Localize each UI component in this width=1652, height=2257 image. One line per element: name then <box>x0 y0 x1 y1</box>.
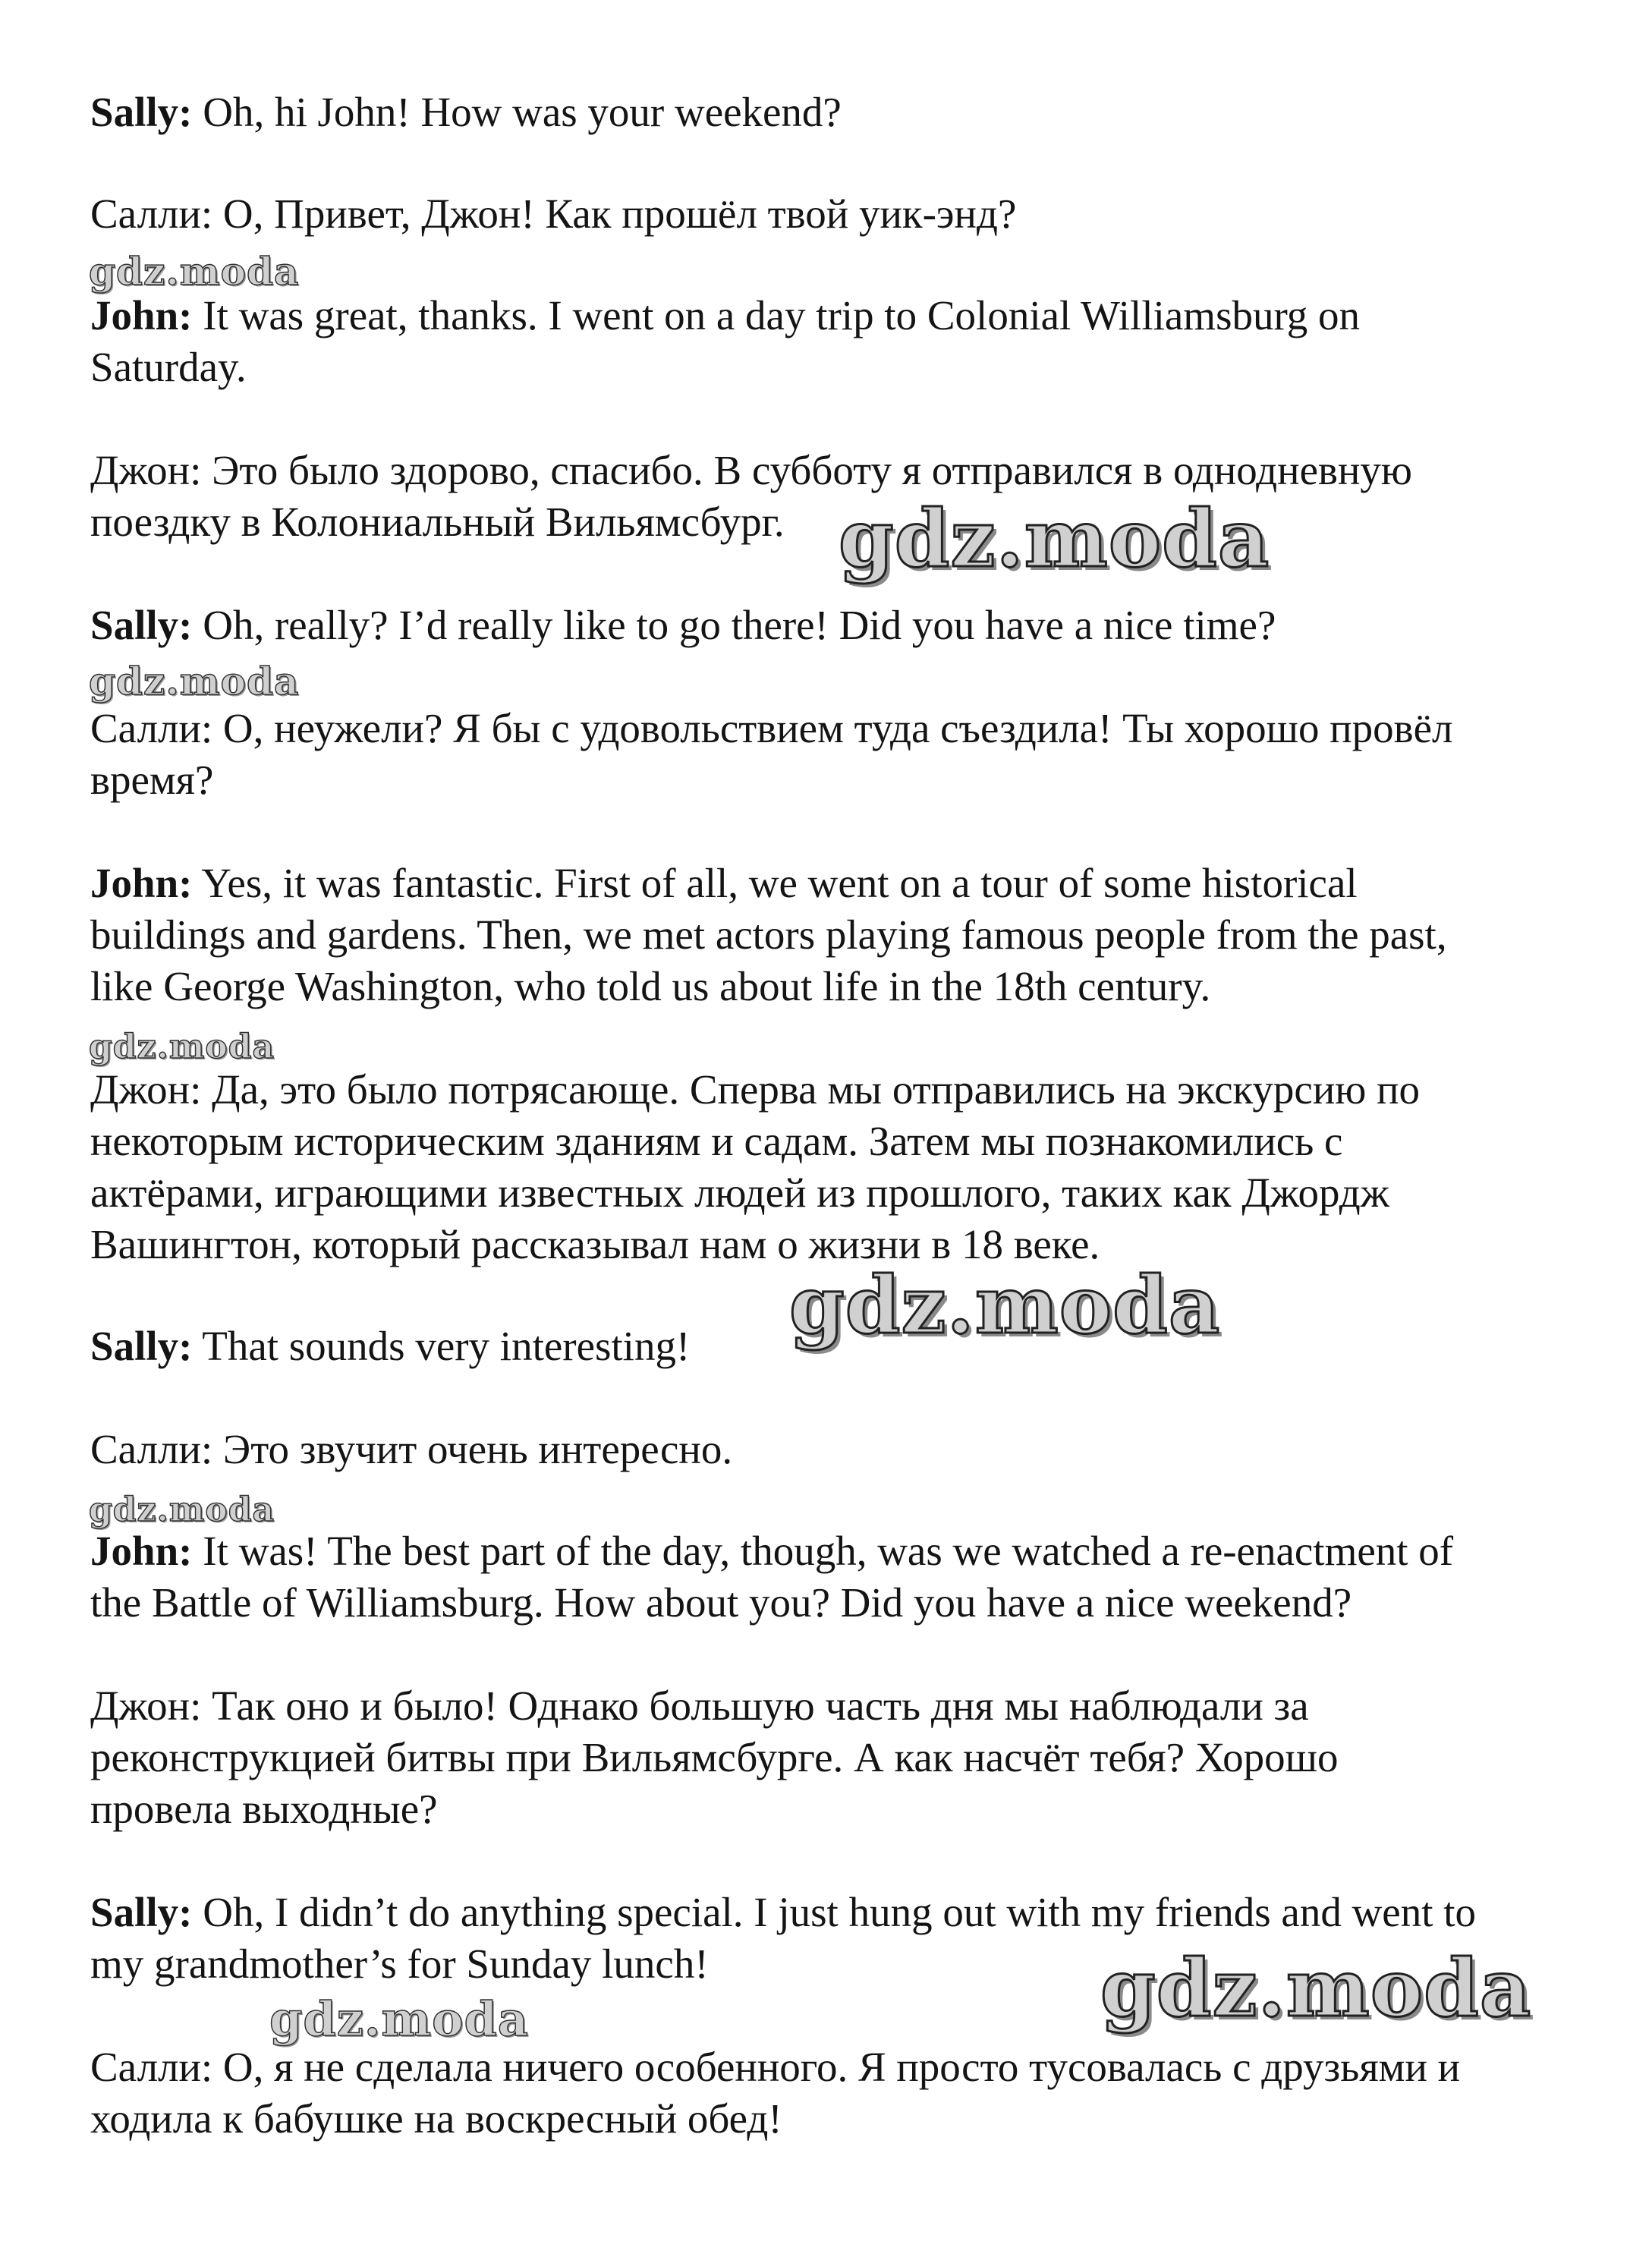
line-text: поездку в Колониальный Вильямсбург. <box>90 499 785 545</box>
dialogue-line <box>90 1321 690 1372</box>
dialogue-line <box>90 1525 1453 1577</box>
line-text: buildings and gardens. Then, we met actors playing famous people from the past, <box>90 911 1447 958</box>
line-text: Джон: Да, это было потрясающе. Сперва мы отправились на экскурсию по <box>90 1066 1421 1113</box>
watermark: gdz.moda <box>89 1028 275 1066</box>
translation-line <box>90 1680 1309 1732</box>
watermark: gdz.moda <box>89 1491 275 1529</box>
line-text: Джон: Так оно и было! Однако большую часть дня мы наблюдали за <box>90 1683 1309 1729</box>
translation-line <box>90 188 1016 240</box>
translation-line <box>90 1167 1389 1219</box>
dialogue-line <box>90 342 247 393</box>
line-text: Oh, hi John! How was your weekend? <box>192 89 842 135</box>
line-text: That sounds very interesting! <box>192 1323 691 1369</box>
watermark: gdz.moda <box>1100 1941 1532 2035</box>
line-text: Saturday. <box>90 344 247 390</box>
translation-line <box>90 1783 438 1835</box>
speaker-label: Sally: <box>90 602 193 648</box>
translation-line <box>90 1116 1342 1167</box>
line-text: Салли: О, неужели? Я бы с удовольствием туда съездила! Ты хорошо провёл <box>90 705 1453 751</box>
dialogue-line <box>90 909 1447 961</box>
dialogue-line <box>90 1938 709 1990</box>
translation-line <box>90 754 213 806</box>
translation-line <box>90 2041 1460 2093</box>
translation-line <box>90 496 785 548</box>
dialogue-line <box>90 961 1210 1012</box>
line-text: Oh, I didn’t do anything special. I just hung out with my friends and went to <box>192 1889 1477 1935</box>
dialogue-line <box>90 290 1360 342</box>
speaker-label: Sally: <box>90 1889 193 1935</box>
translation-line <box>90 1424 732 1475</box>
line-text: Oh, really? I’d really like to go there! Did you have a nice time? <box>192 602 1276 648</box>
line-text: провела выходные? <box>90 1786 438 1832</box>
speaker-label: John: <box>90 860 193 906</box>
watermark: gdz.moda <box>839 492 1270 585</box>
line-text: актёрами, играющими известных людей из прошлого, таких как Джордж <box>90 1169 1389 1216</box>
line-text: Салли: О, Привет, Джон! Как прошёл твой уик-энд? <box>90 190 1017 237</box>
line-text: ходила к бабушке на воскресный обед! <box>90 2095 782 2142</box>
watermark: gdz.moda <box>269 1991 529 2047</box>
line-text: Yes, it was fantastic. First of all, we went on a tour of some historical <box>192 860 1358 906</box>
dialogue-line <box>90 1577 1351 1629</box>
line-text: Салли: О, я не сделала ничего особенного. Я просто тусовалась с друзьями и <box>90 2044 1461 2090</box>
speaker-label: John: <box>90 1528 193 1574</box>
speaker-label: Sally: <box>90 1323 193 1369</box>
speaker-label: John: <box>90 292 193 338</box>
dialogue-line <box>90 1887 1476 1938</box>
watermark: gdz.moda <box>89 249 300 294</box>
watermark: gdz.moda <box>89 659 300 704</box>
line-text: the Battle of Williamsburg. How about you? Did you have a nice weekend? <box>90 1579 1352 1626</box>
line-text: некоторым историческим зданиям и садам. Затем мы познакомились с <box>90 1118 1343 1164</box>
translation-line <box>90 1064 1420 1116</box>
watermark: gdz.moda <box>789 1258 1221 1352</box>
line-text: время? <box>90 757 214 803</box>
line-text: реконструкцией битвы при Вильямсбурге. А как насчёт тебя? Хорошо <box>90 1734 1339 1780</box>
translation-line <box>90 2093 782 2145</box>
dialogue-line <box>90 87 842 138</box>
dialogue-line <box>90 858 1358 909</box>
translation-line <box>90 445 1412 496</box>
line-text: Вашингтон, который рассказывал нам о жизни в 18 веке. <box>90 1221 1100 1267</box>
translation-line <box>90 1732 1338 1783</box>
translation-line <box>90 703 1452 754</box>
line-text: Джон: Это было здорово, спасибо. В субботу я отправился в однодневную <box>90 447 1413 493</box>
dialogue-line <box>90 600 1276 651</box>
line-text: It was! The best part of the day, though, was we watched a re-enactment of <box>192 1528 1454 1574</box>
line-text: Салли: Это звучит очень интересно. <box>90 1426 733 1472</box>
line-text: It was great, thanks. I went on a day trip to Colonial Williamsburg on <box>192 292 1361 338</box>
line-text: my grandmother’s for Sunday lunch! <box>90 1941 709 1987</box>
speaker-label: Sally: <box>90 89 193 135</box>
line-text: like George Washington, who told us about life in the 18th century. <box>90 963 1211 1009</box>
